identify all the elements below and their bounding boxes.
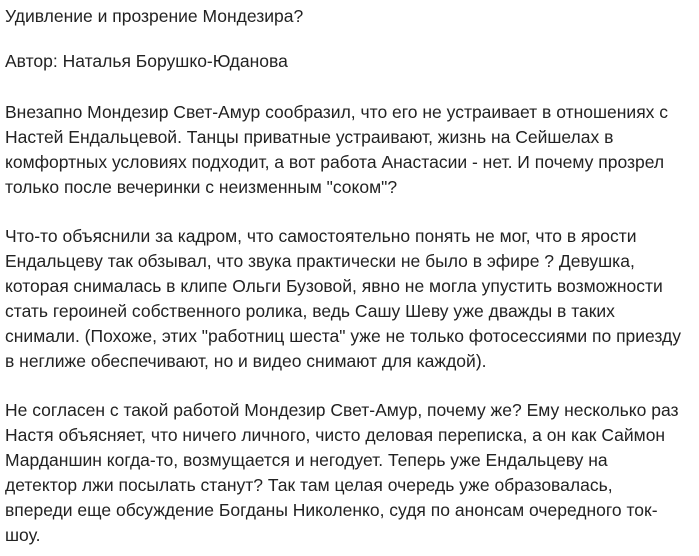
paragraph-line: Настей Ендальцевой. Танцы приватные устраивают, жизнь на Сейшелах в xyxy=(5,127,614,147)
paragraph-line: впереди еще обсуждение Богданы Николенко, судя по анонсам очередного ток- xyxy=(5,500,658,520)
article-title: Удивление и прозрение Мондезира? xyxy=(5,6,304,26)
paragraph-line: Настя объясняет, что ничего личного, чисто деловая переписка, а он как Саймон xyxy=(5,425,666,445)
paragraph-line: в неглиже обеспечивают, но и видео снимают для каждой). xyxy=(5,351,487,371)
paragraph-line: стать героиней собственного ролика, ведь Сашу Шеву уже дважды в таких xyxy=(5,301,615,321)
paragraph-1 xyxy=(5,100,697,200)
paragraph-line: Что-то объяснили за кадром, что самостоятельно понять не мог, что в ярости xyxy=(5,226,637,246)
paragraph-line: детектор лжи посылать станут? Так там целая очередь уже образовалась, xyxy=(5,475,613,495)
paragraph-line: Ендальцеву так обзывал, что звука практически не было в эфире ? Девушка, xyxy=(5,251,635,271)
paragraph-line: только после вечеринки с неизменным "соком"? xyxy=(5,177,398,197)
paragraph-2 xyxy=(5,224,697,374)
article xyxy=(5,0,697,548)
paragraph-line: Марданшин когда-то, возмущается и негодует. Теперь уже Ендальцеву на xyxy=(5,450,608,470)
paragraph-line: Внезапно Мондезир Свет-Амур сообразил, что его не устраивает в отношениях с xyxy=(5,102,669,122)
paragraph-line: комфортных условиях подходит, а вот работа Анастасии - нет. И почему прозрел xyxy=(5,152,665,172)
paragraph-line: которая снималась в клипе Ольги Бузовой, явно не могла упустить возможности xyxy=(5,276,663,296)
paragraph-line: снимали. (Похоже, этих "работниц шеста" уже не только фотосессиями по приезду xyxy=(5,326,681,346)
paragraph-line: Не согласен с такой работой Мондезир Свет-Амур, почему же? Ему несколько раз xyxy=(5,400,679,420)
article-author: Автор: Наталья Борушко-Юданова xyxy=(5,51,288,71)
paragraph-line: шоу. xyxy=(5,525,41,545)
paragraph-3 xyxy=(5,398,697,548)
